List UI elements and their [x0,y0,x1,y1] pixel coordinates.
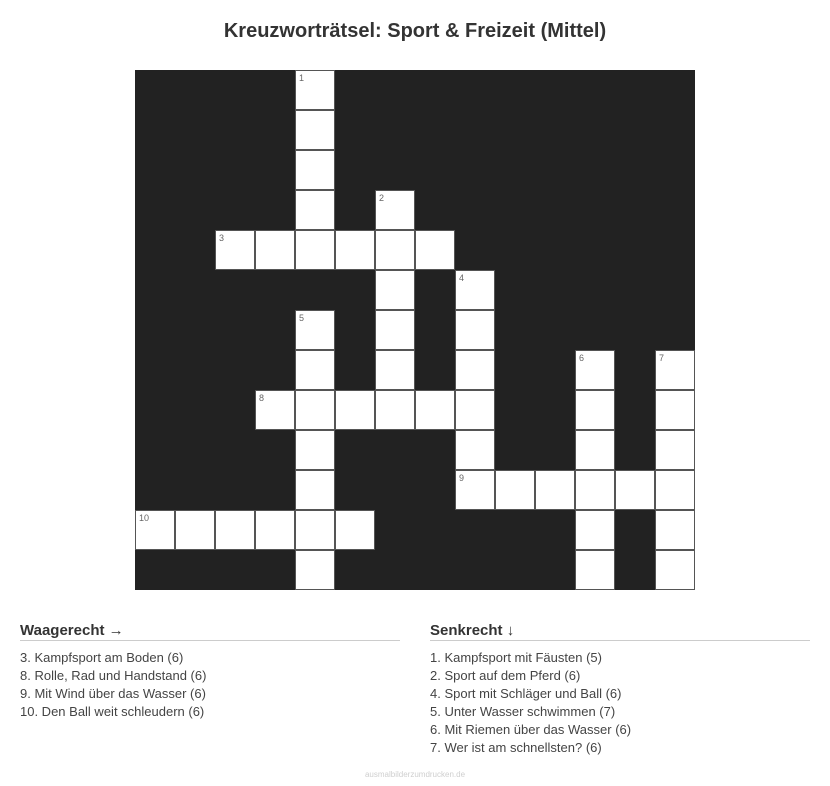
crossword-cell[interactable] [295,190,335,230]
crossword-cell[interactable] [455,430,495,470]
clue-number: 8 [259,393,265,403]
down-clue: 2. Sport auf dem Pferd (6) [430,668,581,683]
clue-number: 1 [299,73,305,83]
crossword-cell[interactable] [335,230,375,270]
clue-number: 2 [379,193,385,203]
across-clue: 10. Den Ball weit schleudern (6) [20,704,205,719]
clue-number: 7 [659,353,665,363]
crossword-cell[interactable] [575,470,615,510]
crossword-cell[interactable] [415,390,455,430]
crossword-cell[interactable] [655,430,695,470]
crossword-cell[interactable] [575,430,615,470]
crossword-cell[interactable] [255,510,295,550]
crossword-cell[interactable] [495,470,535,510]
crossword-cell[interactable] [655,390,695,430]
crossword-cell[interactable] [575,390,615,430]
crossword-cell[interactable] [375,350,415,390]
crossword-cell[interactable] [295,470,335,510]
crossword-cell[interactable] [655,470,695,510]
crossword-cell[interactable] [655,350,695,390]
page-title: Kreuzworträtsel: Sport & Freizeit (Mittel) [223,20,607,42]
crossword-cell[interactable] [615,470,655,510]
crossword-cell[interactable] [295,150,335,190]
crossword-cell[interactable] [295,230,335,270]
crossword-cell[interactable] [655,550,695,590]
crossword-cell[interactable] [455,270,495,310]
clue-number: 3 [219,233,225,243]
crossword-cell[interactable] [375,390,415,430]
crossword-grid [135,70,695,590]
down-clue: 4. Sport mit Schläger und Ball (6) [430,686,622,701]
clue-number: 4 [459,273,465,283]
crossword-cell[interactable] [415,230,455,270]
crossword-cell[interactable] [215,510,255,550]
crossword-cell[interactable] [455,470,495,510]
down-clues-section [430,622,810,757]
down-clue: 6. Mit Riemen über das Wasser (6) [430,722,632,737]
arrow-down-icon: ↓ [506,622,515,639]
crossword-cell[interactable] [295,390,335,430]
crossword-cell[interactable] [295,350,335,390]
crossword-cell[interactable] [215,230,255,270]
crossword-cell[interactable] [175,510,215,550]
crossword-cell[interactable] [295,110,335,150]
crossword-cell[interactable] [255,390,295,430]
crossword-cell[interactable] [255,230,295,270]
crossword-cell[interactable] [295,310,335,350]
clue-number: 9 [459,473,465,483]
across-clues-section [20,622,400,721]
crossword-cell[interactable] [375,270,415,310]
crossword-cell[interactable] [655,510,695,550]
crossword-cell[interactable] [575,510,615,550]
across-clue: 3. Kampfsport am Boden (6) [20,650,184,665]
crossword-cell[interactable] [575,550,615,590]
down-heading-label: Senkrecht [430,622,503,639]
arrow-right-icon: → [108,622,124,639]
across-clue: 9. Mit Wind über das Wasser (6) [20,686,206,701]
down-clue: 1. Kampfsport mit Fäusten (5) [430,650,602,665]
crossword-cell[interactable] [575,350,615,390]
crossword-cell[interactable] [535,470,575,510]
clue-number: 10 [139,513,150,523]
down-clue: 5. Unter Wasser schwimmen (7) [430,704,616,719]
across-heading-label: Waagerecht [20,622,105,639]
clue-number: 5 [299,313,305,323]
crossword-cell[interactable] [375,310,415,350]
footer-watermark: ausmalbilderzumdrucken.de [364,770,466,779]
crossword-cell[interactable] [295,510,335,550]
across-heading [20,622,400,641]
crossword-cell[interactable] [375,230,415,270]
across-clue: 8. Rolle, Rad und Handstand (6) [20,668,207,683]
crossword-cell[interactable] [295,430,335,470]
crossword-cell[interactable] [335,510,375,550]
clue-number: 6 [579,353,585,363]
crossword-cell[interactable] [295,70,335,110]
crossword-cell[interactable] [135,510,175,550]
down-heading [430,622,810,641]
down-clue: 7. Wer ist am schnellsten? (6) [430,740,602,755]
crossword-cell[interactable] [295,550,335,590]
crossword-cell[interactable] [455,310,495,350]
crossword-cell[interactable] [455,350,495,390]
crossword-cell[interactable] [375,190,415,230]
crossword-cell[interactable] [455,390,495,430]
crossword-cell[interactable] [335,390,375,430]
